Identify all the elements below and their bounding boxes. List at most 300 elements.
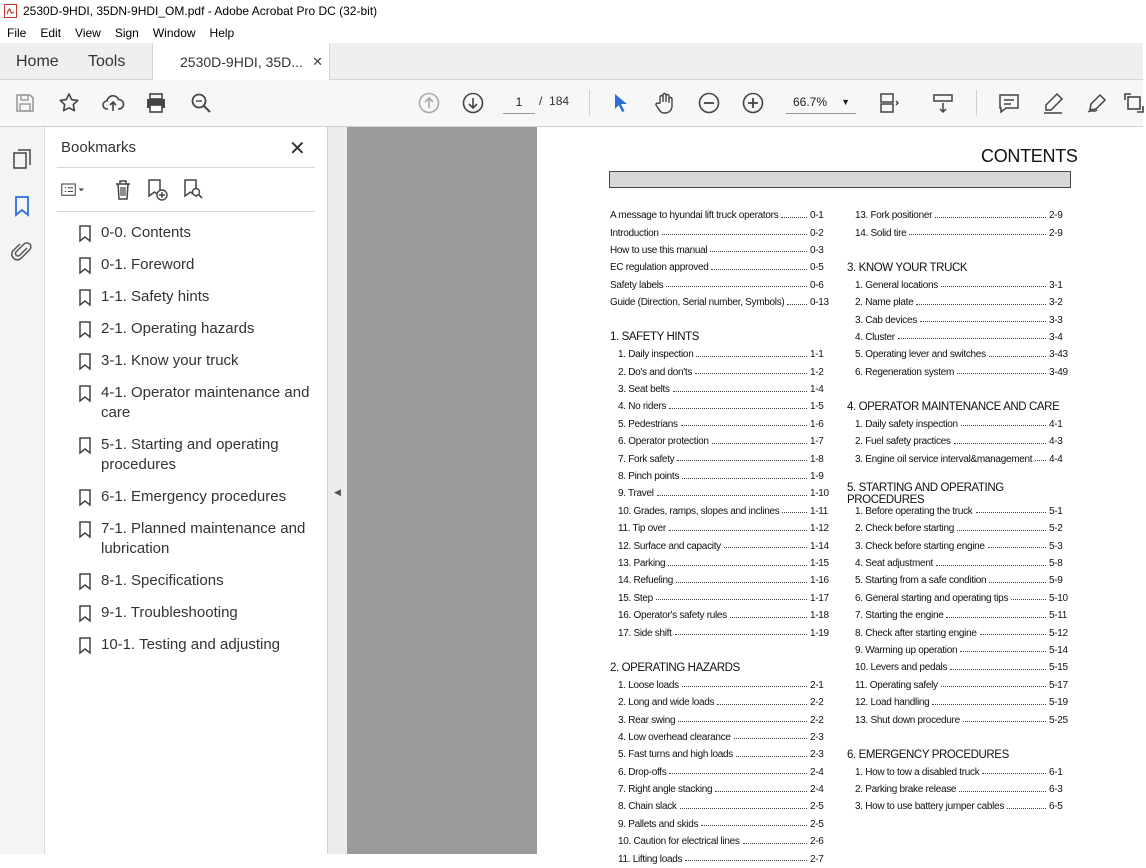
toc-entry[interactable]: [847, 781, 1071, 798]
toc-entry-page: 5-15: [1049, 662, 1068, 674]
toc-leader-dots: [989, 582, 1046, 583]
toc-leader-dots: [681, 425, 807, 426]
toc-entry-page: 1-17: [810, 592, 829, 604]
heading-rule-bar: [609, 171, 1071, 188]
toc-entry[interactable]: [847, 416, 1071, 433]
menu-bar: [0, 22, 1143, 43]
toc-leader-dots: [1007, 808, 1046, 809]
toc-leader-dots: [936, 565, 1046, 566]
toc-entry-title: 13. Shut down procedure: [855, 714, 960, 726]
comment-icon[interactable]: [996, 90, 1022, 116]
toc-leader-dots: [988, 547, 1046, 548]
toc-leader-dots: [963, 721, 1046, 722]
toc-leader-dots: [666, 286, 807, 287]
bookmark-icon[interactable]: [10, 194, 34, 218]
bookmark-icon: [79, 637, 91, 654]
menu-edit[interactable]: Edit: [40, 25, 62, 40]
toc-entry[interactable]: [847, 329, 1071, 346]
tab-document-label: 2530D-9HDI, 35D...: [180, 54, 303, 70]
toc-entry-page: 5-10: [1049, 592, 1068, 604]
page-thumbnails-icon[interactable]: [10, 147, 34, 171]
toc-entry-title: 17. Side shift: [618, 627, 672, 639]
bookmark-item[interactable]: [75, 571, 315, 591]
bookmark-item[interactable]: [75, 519, 315, 559]
toc-entry-title: 6. General starting and operating tips: [855, 592, 1009, 604]
menu-view[interactable]: View: [75, 25, 101, 40]
bookmark-icon: [79, 489, 91, 506]
bookmark-item[interactable]: [75, 351, 315, 371]
toc-section-heading: 2. OPERATING HAZARDS: [610, 661, 740, 674]
page-count: [539, 94, 569, 108]
toc-leader-dots: [696, 356, 807, 357]
upload-cloud-icon[interactable]: [100, 90, 126, 116]
bookmark-label: 9-1. Troubleshooting: [101, 604, 238, 621]
toc-entry-page: 3-43: [1049, 349, 1068, 361]
close-panel-icon[interactable]: ✕: [289, 138, 306, 160]
toc-entry-title: 2. Do's and don'ts: [618, 366, 693, 378]
bookmark-icon: [79, 385, 91, 402]
toc-entry[interactable]: [610, 207, 832, 224]
toc-entry-page: 3-49: [1049, 366, 1068, 378]
toc-leader-dots: [959, 791, 1046, 792]
toc-entry-title: 12. Surface and capacity: [618, 540, 721, 552]
toc-entry-title: 5. Fast turns and high loads: [618, 749, 734, 761]
toc-leader-dots: [669, 408, 807, 409]
toc-entry-page: 5-8: [1049, 558, 1063, 569]
toc-entry-title: 3. Rear swing: [618, 714, 676, 726]
toc-entry-page: 1-9: [810, 471, 824, 483]
toc-entry[interactable]: [847, 537, 1071, 554]
toc-entry[interactable]: [847, 364, 1071, 381]
toc-leader-dots: [657, 495, 807, 496]
bookmark-label: 0-0. Contents: [101, 224, 192, 241]
toc-entry-title: 6. Drop-offs: [618, 766, 667, 778]
find-bookmark-icon[interactable]: [181, 177, 205, 203]
toc-entry-page: 0-1: [810, 210, 824, 222]
toc-entry[interactable]: [610, 590, 832, 607]
toc-entry-title: EC regulation approved: [610, 262, 709, 274]
delete-bookmark-icon[interactable]: [111, 177, 135, 203]
toc-entry[interactable]: [847, 207, 1071, 224]
tab-home[interactable]: Home: [16, 52, 59, 70]
navigation-rail: [0, 127, 45, 854]
toc-entry[interactable]: [610, 450, 832, 467]
attachment-icon[interactable]: [10, 240, 34, 264]
document-viewer-background: [347, 127, 537, 854]
bookmark-item[interactable]: [75, 383, 315, 423]
toc-entry[interactable]: [610, 555, 832, 572]
toc-entry-page: 3-4: [1049, 331, 1063, 343]
contents-right-column: [847, 207, 1071, 816]
toc-entry[interactable]: [610, 224, 832, 241]
toc-entry-title: 9. Travel: [618, 488, 654, 500]
window-title: 2530D-9HDI, 35DN-9HDI_OM.pdf - Adobe Acrobat Pro DC (32-bit): [23, 4, 378, 18]
pdf-page: [537, 127, 1143, 865]
toc-entry[interactable]: [610, 346, 832, 363]
toc-entry[interactable]: [847, 433, 1071, 450]
zoom-level-select[interactable]: [786, 90, 856, 114]
bookmark-icon: [79, 437, 91, 454]
toc-entry[interactable]: [610, 572, 832, 589]
toc-entry-title: 7. Starting the engine: [855, 610, 944, 622]
toc-entry-title: 1. How to tow a disabled truck: [855, 766, 980, 778]
toc-entry-page: 5-17: [1049, 679, 1068, 691]
toc-entry-title: 3. Check before starting engine: [855, 540, 985, 552]
bookmark-item[interactable]: [75, 223, 315, 243]
toc-entry[interactable]: [610, 381, 832, 398]
toc-entry-page: 6-1: [1049, 766, 1063, 778]
toc-entry-page: 1-2: [810, 366, 824, 378]
tab-tools[interactable]: Tools: [88, 52, 126, 70]
toc-entry-page: 1-18: [810, 610, 829, 622]
toc-entry-title: 8. Chain slack: [618, 801, 677, 813]
toc-entry-title: 2. Parking brake release: [855, 784, 957, 796]
contents-left-column: [610, 207, 832, 868]
toc-section-heading: 1. SAFETY HINTS: [610, 331, 700, 344]
toc-leader-dots: [736, 756, 807, 757]
toc-leader-dots: [743, 843, 807, 844]
toc-leader-dots: [989, 356, 1046, 357]
toc-entry-page: 2-1: [810, 679, 824, 691]
bookmark-icon: [79, 521, 91, 538]
bookmark-label: 0-1. Foreword: [101, 256, 195, 273]
toc-entry-page: 0-13: [810, 297, 829, 309]
toc-entry[interactable]: [847, 277, 1071, 294]
menu-file[interactable]: File: [7, 25, 27, 40]
highlight-pen-icon[interactable]: [1040, 90, 1066, 116]
toc-leader-dots: [976, 512, 1047, 513]
toc-entry-title: 10. Caution for electrical lines: [618, 836, 740, 848]
bookmarks-panel-title: Bookmarks: [61, 139, 137, 156]
bookmarks-panel: [45, 127, 328, 854]
toc-entry-title: 3. Seat belts: [618, 384, 670, 396]
toc-leader-dots: [677, 460, 807, 461]
toc-entry-page: 6-5: [1049, 801, 1063, 813]
toc-leader-dots: [717, 704, 807, 705]
toc-leader-dots: [680, 808, 807, 809]
toc-entry[interactable]: [610, 537, 832, 554]
toc-entry-page: 2-4: [810, 766, 824, 778]
toc-entry-page: 5-19: [1049, 697, 1068, 709]
toc-leader-dots: [675, 634, 807, 635]
toc-entry-page: 1-10: [810, 488, 829, 500]
toc-entry-title: 1. Daily safety inspection: [855, 418, 958, 430]
bookmark-item[interactable]: [75, 319, 315, 339]
toc-entry-page: 1-1: [810, 349, 824, 361]
toc-entry[interactable]: [610, 781, 832, 798]
toc-entry-title: 5. Starting from a safe condition: [855, 575, 987, 587]
toc-leader-dots: [916, 304, 1046, 305]
toc-entry[interactable]: [610, 398, 832, 415]
toolbar-divider: [589, 90, 590, 116]
toc-entry[interactable]: [610, 677, 832, 694]
toc-entry-title: 10. Levers and pedals: [855, 662, 948, 674]
toc-entry[interactable]: [610, 277, 832, 294]
toc-entry-page: 1-12: [810, 523, 829, 535]
previous-page-icon[interactable]: [416, 90, 442, 116]
toc-leader-dots: [898, 338, 1046, 339]
bookmark-item[interactable]: [75, 287, 315, 307]
toc-entry[interactable]: [610, 764, 832, 781]
zoom-out-icon[interactable]: [696, 90, 722, 116]
panel-divider: [57, 167, 315, 168]
toc-entry-title: 8. Pinch points: [618, 471, 680, 483]
save-icon[interactable]: [12, 90, 38, 116]
toc-entry-page: 5-25: [1049, 714, 1068, 726]
toc-entry-title: How to use this manual: [610, 244, 708, 256]
toc-entry[interactable]: [610, 694, 832, 711]
toc-leader-dots: [1011, 599, 1046, 600]
toc-leader-dots: [787, 304, 807, 305]
toc-entry[interactable]: [847, 590, 1071, 607]
toc-entry-page: 0-6: [810, 279, 824, 291]
toc-entry-title: 14. Solid tire: [855, 227, 907, 239]
toc-entry-page: 1-6: [810, 418, 824, 430]
toc-leader-dots: [669, 530, 807, 531]
page-total: 184: [549, 94, 570, 108]
hand-tool-icon[interactable]: [652, 90, 678, 116]
toc-entry-page: 5-1: [1049, 505, 1063, 517]
toc-entry[interactable]: [610, 485, 832, 502]
toc-entry[interactable]: [610, 729, 832, 746]
more-tools-icon[interactable]: [1124, 90, 1143, 116]
select-pointer-icon[interactable]: [608, 90, 634, 116]
star-icon[interactable]: [56, 90, 82, 116]
toc-entry[interactable]: [610, 816, 832, 833]
toc-leader-dots: [676, 582, 807, 583]
print-icon[interactable]: [143, 90, 169, 116]
toc-entry[interactable]: [610, 364, 832, 381]
bookmark-item[interactable]: [75, 603, 315, 623]
bookmark-icon: [79, 257, 91, 274]
toc-entry-title: 11. Tip over: [618, 523, 666, 535]
zoom-level-value: 66.7%: [793, 95, 828, 109]
page-fit-icon[interactable]: [876, 90, 902, 116]
toc-entry[interactable]: [847, 659, 1071, 676]
toc-leader-dots: [656, 599, 807, 600]
toc-entry-page: 4-4: [1049, 453, 1063, 465]
toc-entry-page: 1-7: [810, 436, 824, 448]
toc-entry-title: Safety labels: [610, 279, 664, 291]
toc-leader-dots: [668, 565, 807, 566]
toc-entry[interactable]: [847, 520, 1071, 537]
toc-entry-page: 1-19: [810, 627, 829, 639]
toc-entry[interactable]: [847, 798, 1071, 815]
toc-entry[interactable]: [610, 850, 832, 867]
toc-leader-dots: [781, 217, 807, 218]
toc-entry[interactable]: [847, 572, 1071, 589]
toc-entry-title: 1. General locations: [855, 279, 938, 291]
toc-entry-title: 13. Fork positioner: [855, 210, 933, 222]
toc-entry-page: 5-2: [1049, 523, 1063, 535]
toc-entry-title: 10. Grades, ramps, slopes and inclines: [618, 505, 780, 517]
toc-entry-title: 4. Seat adjustment: [855, 558, 933, 569]
toc-entry-title: 7. Fork safety: [618, 453, 675, 465]
toc-leader-dots: [957, 373, 1046, 374]
menu-window[interactable]: Window: [152, 25, 196, 40]
panel-divider: [57, 211, 315, 212]
toc-leader-dots: [909, 234, 1046, 235]
toc-leader-dots: [730, 617, 807, 618]
toc-section-heading: 6. EMERGENCY PROCEDURES: [847, 748, 1009, 761]
scroll-mode-icon[interactable]: [930, 90, 956, 116]
bookmark-item[interactable]: [75, 255, 315, 275]
toc-entry[interactable]: [610, 433, 832, 450]
toc-entry-page: 2-2: [810, 714, 824, 726]
toc-entry[interactable]: [847, 311, 1071, 328]
toc-entry[interactable]: [847, 607, 1071, 624]
toc-entry[interactable]: [847, 503, 1071, 520]
toc-entry-title: 6. Regeneration system: [855, 366, 955, 378]
bookmark-label: 5-1. Starting and operating procedures: [101, 436, 279, 473]
toc-entry[interactable]: [847, 294, 1071, 311]
toc-leader-dots: [957, 530, 1046, 531]
sign-pen-icon[interactable]: [1084, 90, 1110, 116]
bookmark-icon: [79, 225, 91, 242]
toc-entry-title: 15. Step: [618, 592, 653, 604]
toc-entry[interactable]: [847, 346, 1071, 363]
toc-entry[interactable]: [610, 259, 832, 276]
toc-entry-title: 3. Cab devices: [855, 314, 917, 326]
toc-leader-dots: [678, 721, 807, 722]
toc-entry-page: 1-11: [810, 505, 829, 517]
bookmark-icon: [79, 605, 91, 622]
main-toolbar: [0, 80, 1143, 127]
toc-entry[interactable]: [610, 503, 832, 520]
bookmark-icon: [79, 289, 91, 306]
toc-entry[interactable]: [847, 642, 1071, 659]
toc-entry-title: 1. Loose loads: [618, 679, 679, 691]
menu-sign[interactable]: Sign: [114, 25, 139, 40]
toc-entry-title: 5. Operating lever and switches: [855, 349, 986, 361]
toc-entry[interactable]: [847, 450, 1071, 467]
search-zoom-icon[interactable]: [188, 90, 214, 116]
toc-entry-title: 16. Operator's safety rules: [618, 610, 727, 622]
toc-entry-title: 11. Operating safely: [855, 679, 938, 691]
toc-entry-title: 4. Cluster: [855, 331, 895, 343]
toc-section-heading: 5. STARTING AND OPERATING PROCEDURES: [847, 481, 1004, 506]
toc-entry-page: 3-1: [1049, 279, 1063, 291]
bookmark-label: 3-1. Know your truck: [101, 352, 239, 369]
bookmark-label: 7-1. Planned maintenance and lubrication: [101, 520, 306, 557]
toc-spacer: [610, 642, 832, 659]
bookmark-list: [75, 223, 315, 667]
toc-entry[interactable]: [610, 416, 832, 433]
toc-leader-dots: [710, 251, 807, 252]
toc-entry-title: 11. Lifting loads: [618, 853, 683, 865]
toc-entry-title: 14. Refueling: [618, 575, 674, 587]
toc-leader-dots: [662, 234, 807, 235]
panel-collapse-handle[interactable]: [328, 127, 347, 854]
toc-entry[interactable]: [847, 224, 1071, 241]
toc-entry-page: 0-3: [810, 244, 824, 256]
toc-entry-page: 2-4: [810, 784, 824, 796]
toc-leader-dots: [941, 686, 1046, 687]
bookmark-icon: [79, 573, 91, 590]
toc-entry-title: 7. Right angle stacking: [618, 784, 713, 796]
menu-help[interactable]: Help: [209, 25, 235, 40]
bookmark-item[interactable]: [75, 487, 315, 507]
toc-spacer: [847, 381, 1071, 398]
toc-entry[interactable]: [847, 555, 1071, 572]
toc-entry[interactable]: [610, 607, 832, 624]
new-bookmark-icon[interactable]: [145, 177, 169, 203]
toc-entry[interactable]: [610, 294, 832, 311]
pdf-app-icon: [4, 4, 17, 18]
toc-leader-dots: [712, 443, 807, 444]
toc-entry-title: A message to hyundai lift truck operators: [610, 210, 779, 222]
toc-entry-page: 4-3: [1049, 436, 1063, 448]
page-number-input[interactable]: 1: [503, 90, 535, 114]
bookmark-icon: [79, 321, 91, 338]
toc-section-heading: 3. KNOW YOUR TRUCK: [847, 261, 968, 274]
bookmark-label: 1-1. Safety hints: [101, 288, 210, 305]
toc-entry[interactable]: [610, 746, 832, 763]
toc-entry[interactable]: [610, 624, 832, 641]
toc-spacer: [847, 242, 1071, 259]
toc-entry-page: 1-4: [810, 384, 824, 396]
toc-entry-page: 2-5: [810, 818, 824, 830]
toc-entry-title: 12. Load handling: [855, 697, 930, 709]
toc-entry[interactable]: [847, 694, 1071, 711]
toc-leader-dots: [724, 547, 807, 548]
toc-entry-title: 2. Fuel safety practices: [855, 436, 951, 448]
toc-entry-title: 5. Pedestrians: [618, 418, 678, 430]
toc-entry-title: 2. Long and wide loads: [618, 697, 715, 709]
toc-leader-dots: [782, 512, 807, 513]
toc-entry[interactable]: [610, 798, 832, 815]
bookmark-item[interactable]: [75, 435, 315, 475]
chevron-left-icon: ◀: [334, 487, 341, 497]
toc-entry-page: 2-2: [810, 697, 824, 709]
toc-entry-title: 1. Before operating the truck: [855, 505, 973, 517]
toc-leader-dots: [932, 704, 1046, 705]
toc-entry[interactable]: [610, 468, 832, 485]
tab-document[interactable]: [152, 43, 330, 81]
toc-entry[interactable]: [610, 520, 832, 537]
toc-entry[interactable]: [610, 833, 832, 850]
toc-entry-page: 5-11: [1049, 610, 1068, 622]
title-bar: [0, 0, 1143, 22]
toc-entry-title: 4. No riders: [618, 401, 667, 413]
toc-leader-dots: [682, 686, 807, 687]
bookmark-item[interactable]: [75, 635, 315, 655]
toc-entry[interactable]: [847, 677, 1071, 694]
toc-entry-page: 2-7: [810, 853, 824, 865]
toc-entry-title: 3. Engine oil service interval&management: [855, 453, 1033, 465]
toc-leader-dots: [682, 478, 807, 479]
toc-entry[interactable]: [847, 711, 1071, 728]
toc-entry-page: 5-3: [1049, 540, 1063, 552]
toc-entry[interactable]: [847, 764, 1071, 781]
toc-entry[interactable]: [610, 711, 832, 728]
toc-entry[interactable]: [610, 242, 832, 259]
close-tab-icon[interactable]: ✕: [312, 54, 323, 69]
toc-entry-page: 1-15: [810, 558, 829, 569]
toc-leader-dots: [715, 791, 807, 792]
zoom-in-icon[interactable]: [740, 90, 766, 116]
options-menu-icon[interactable]: [61, 177, 85, 203]
toc-entry-page: 3-3: [1049, 314, 1063, 326]
toc-entry-page: 2-3: [810, 749, 824, 761]
next-page-icon[interactable]: [460, 90, 486, 116]
toc-leader-dots: [946, 617, 1046, 618]
bookmark-label: 6-1. Emergency procedures: [101, 488, 287, 505]
toc-entry-title: 9. Warming up operation: [855, 644, 958, 656]
toc-entry[interactable]: [847, 624, 1071, 641]
toc-leader-dots: [935, 217, 1046, 218]
toc-entry-page: 2-6: [810, 836, 824, 848]
